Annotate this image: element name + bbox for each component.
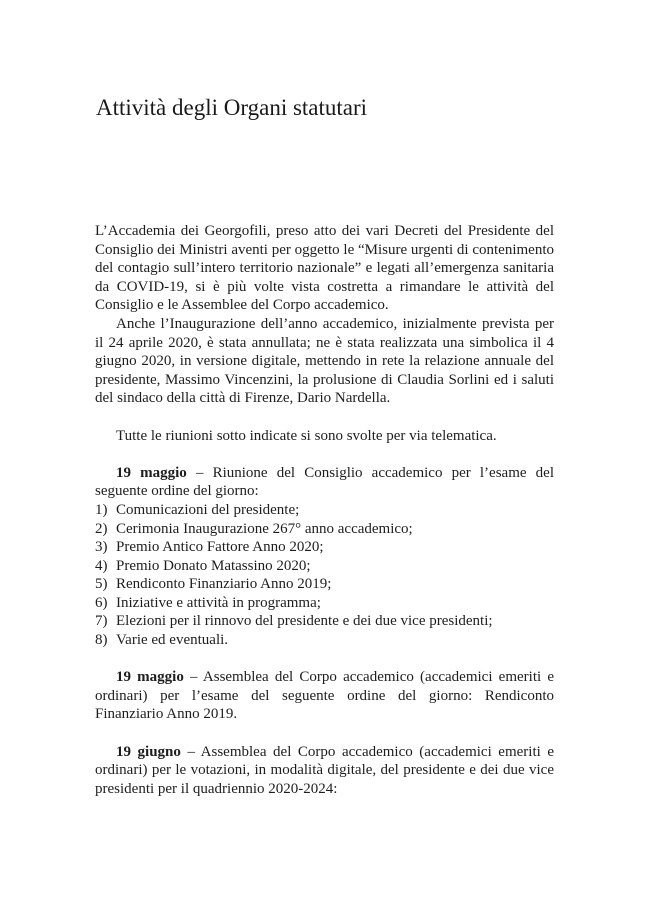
meeting-entry [95,668,554,724]
intro-paragraph: Anche l’Inaugurazione dell’anno accademico, inizialmente prevista per il 24 aprile 2020, è stata annullata; ne è stata realizzata una simbolica il 4 giugno 2020, in versione digitale, mettendo in rete la relazione annuale del presidente, Massimo Vincenzini, la prolusione di Claudia Sorlini ed i saluti del sindaco della città di Firenze, Dario Nardella. [95,315,554,407]
agenda-text: Comunicazioni del presidente; [116,501,300,518]
spacer [95,445,554,464]
agenda-number: 5) [95,576,108,593]
agenda-item [95,612,554,631]
intro-paragraph: L’Accademia dei Georgofili, preso atto dei vari Decreti del Presidente del Consiglio dei Ministri aventi per oggetto le “Misure urgenti di contenimento del contagio sull’intero territorio nazionale” e legati all’emergenza sanitaria da COVID-19, si è più volte vista costretta a rimandare le attività del Consiglio e le Assemblee del Corpo accademico. [95,223,554,314]
agenda-text: Premio Donato Matassino 2020; [116,557,311,574]
telematica-note: Tutte le riunioni sotto indicate si sono svolte per via telematica. [116,427,497,444]
spacer [95,408,554,427]
agenda-text: Iniziative e attività in programma; [116,594,321,611]
spacer [95,724,554,743]
agenda-text: Premio Antico Fattore Anno 2020; [116,539,324,556]
meeting-text: – Assemblea del Corpo accademico (accademici emeriti e ordinari) per le votazioni, in modalità digitale, del presidente e dei due vice presidenti per il quadriennio 2020-2024: [95,743,554,797]
meeting-entry [95,743,554,799]
agenda-number: 3) [95,539,108,556]
agenda-item [95,520,554,539]
body-text [95,222,554,798]
agenda-item [95,538,554,557]
agenda-list [95,501,554,650]
meeting-date: 19 maggio [116,669,184,686]
meeting-date: 19 maggio [116,464,187,481]
agenda-item [95,575,554,594]
agenda-text: Rendiconto Finanziario Anno 2019; [116,576,332,593]
agenda-number: 4) [95,557,108,574]
meeting-entry [95,464,554,501]
meeting-text: – Assemblea del Corpo accademico (accademici emeriti e ordinari) per l’esame del seguente ordine del giorno: Rendiconto Finanziario Anno 2019. [95,669,554,723]
agenda-item [95,594,554,613]
agenda-text: Cerimonia Inaugurazione 267° anno accademico; [116,520,413,537]
agenda-item [95,631,554,650]
page-title: Attività degli Organi statutari [96,95,368,120]
meeting-date: 19 giugno [116,743,181,760]
spacer [95,650,554,669]
agenda-number: 7) [95,613,108,630]
agenda-number: 2) [95,520,108,537]
meeting-text: – Riunione del Consiglio accademico per l’esame del seguente ordine del giorno: [95,464,554,500]
agenda-text: Varie ed eventuali. [116,632,229,649]
agenda-item [95,557,554,576]
agenda-text: Elezioni per il rinnovo del presidente e dei due vice presidenti; [116,613,493,630]
agenda-number: 1) [95,501,108,518]
agenda-item [95,501,554,520]
agenda-number: 8) [95,632,108,649]
agenda-number: 6) [95,594,108,611]
